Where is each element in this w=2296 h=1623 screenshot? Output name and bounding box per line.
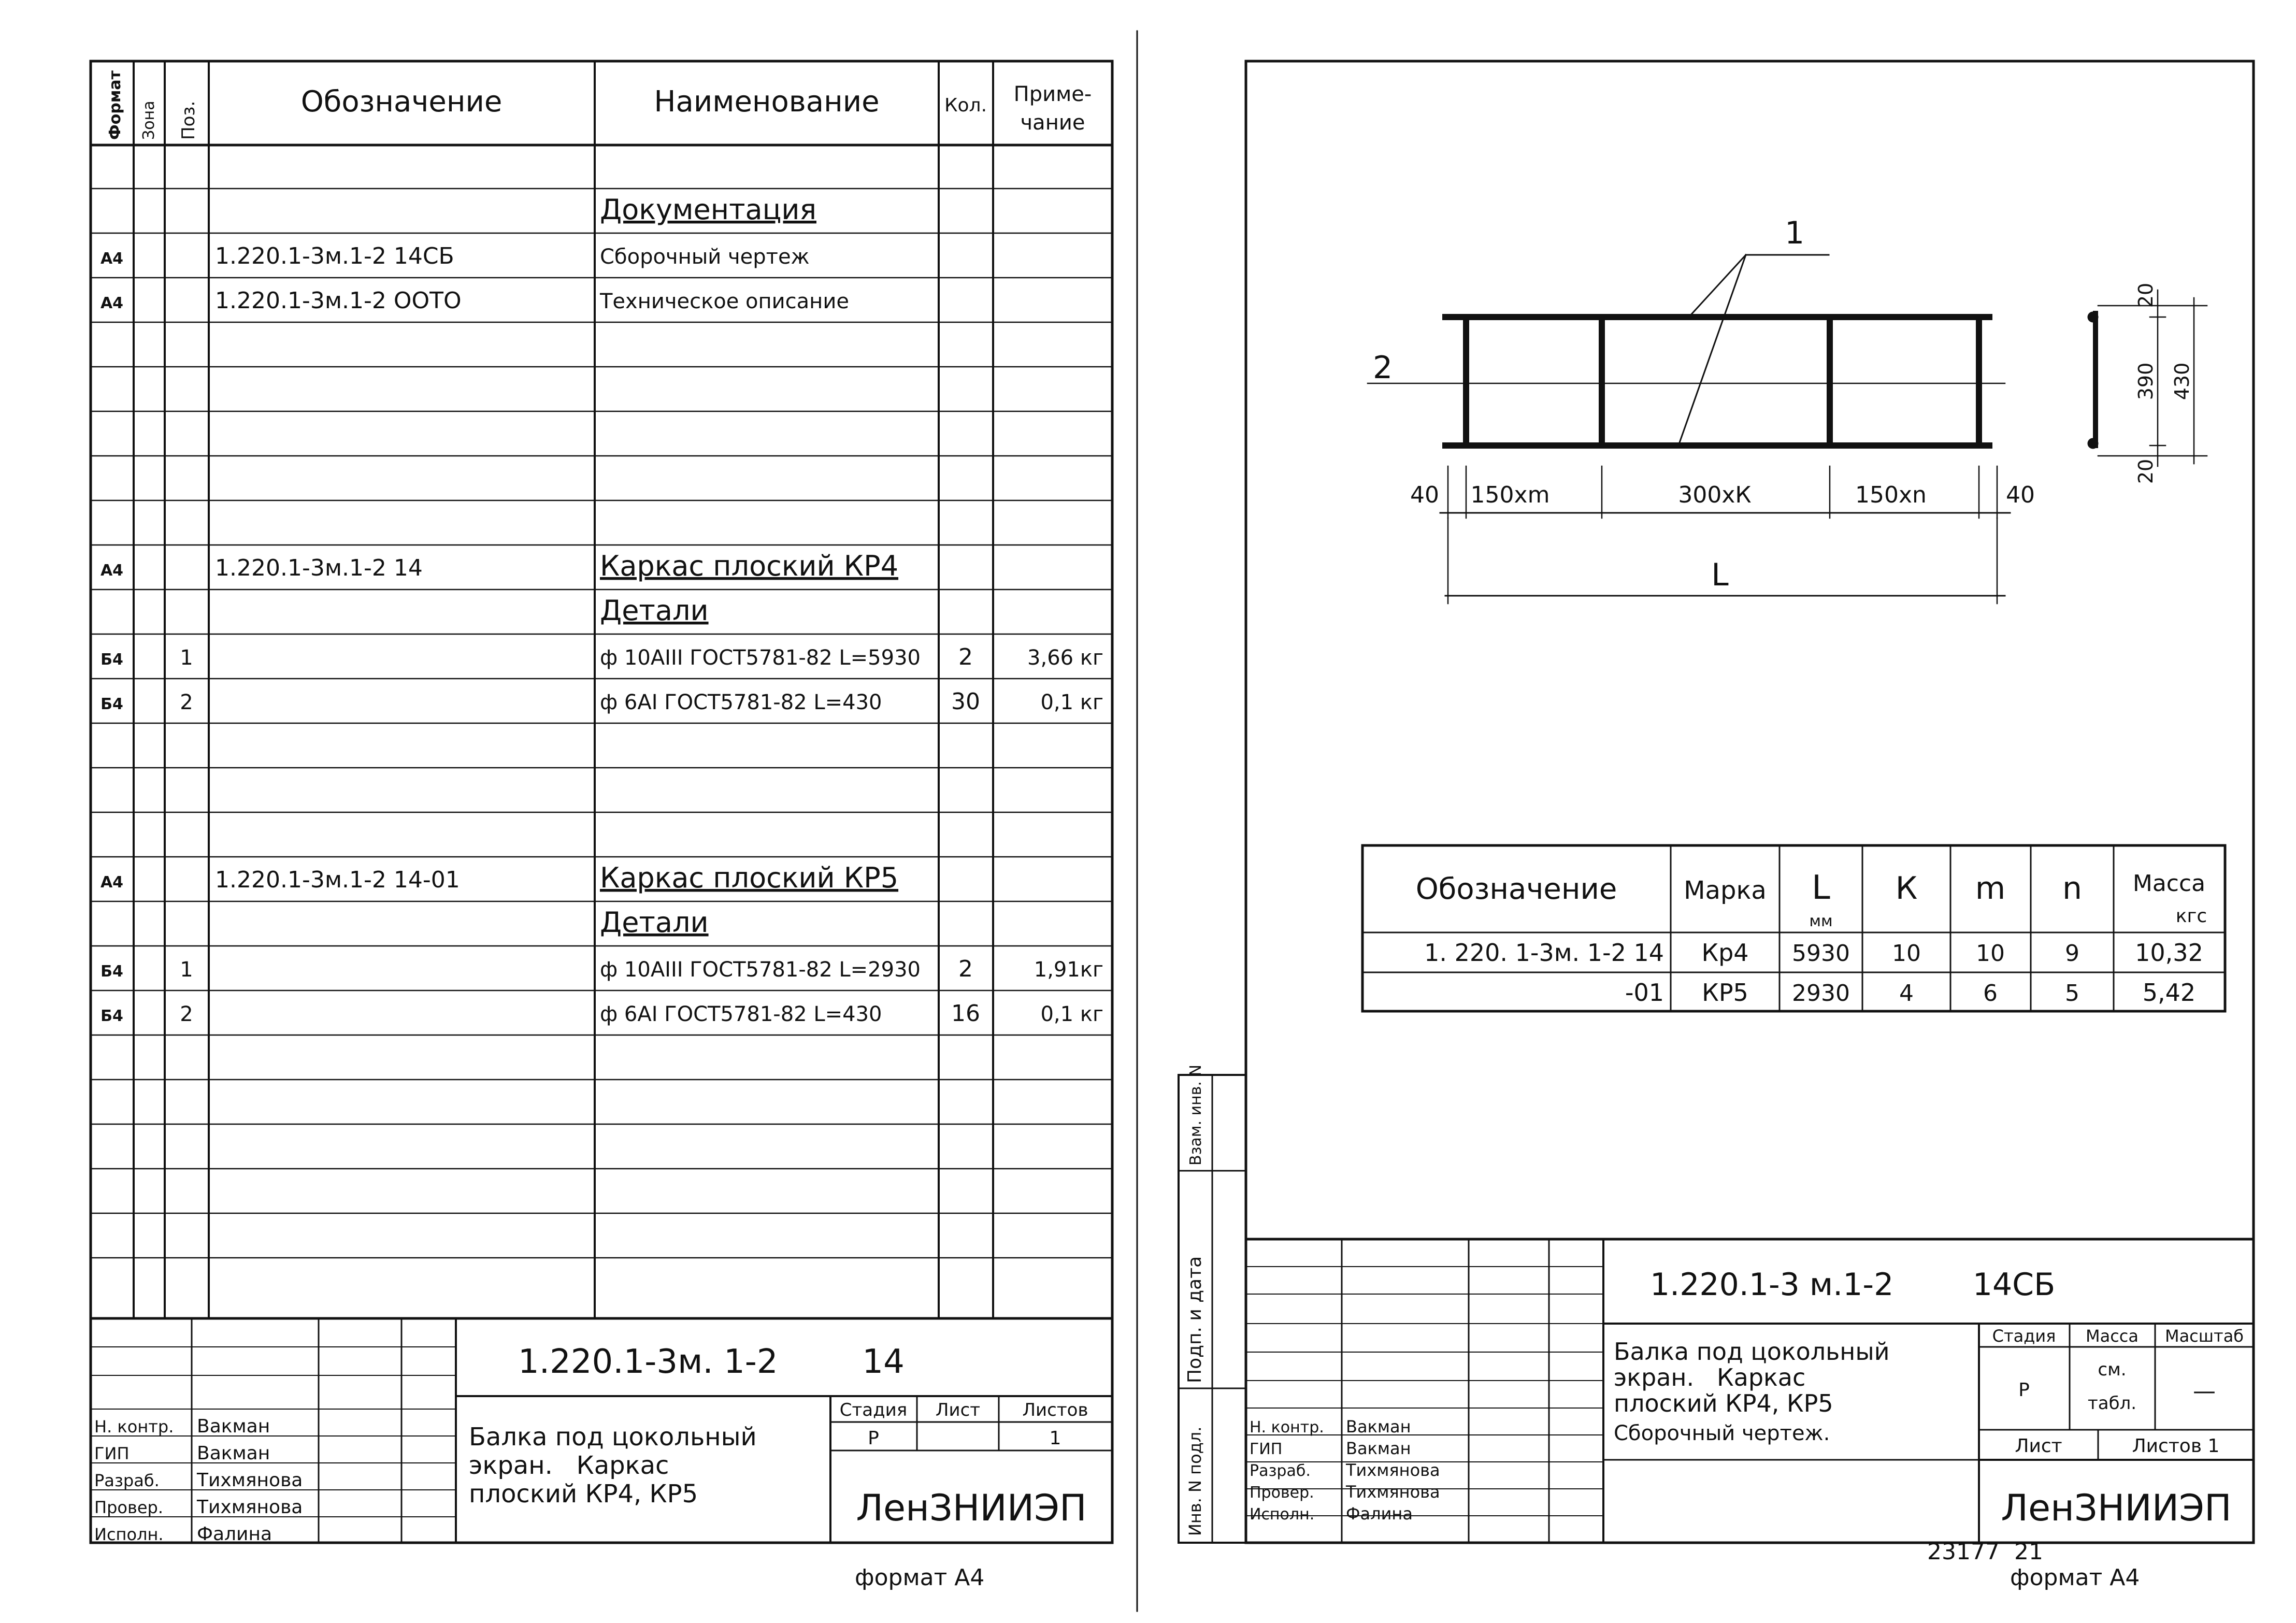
mark-row-designation: 1. 220. 1-3м. 1-2 14: [1424, 939, 1664, 967]
signer-name: Фалина: [197, 1524, 272, 1545]
right-drawing-sheet: [1179, 61, 2254, 1543]
row-pos: 2: [180, 691, 193, 714]
rt-title-line-1: Балка под цокольный: [1614, 1338, 1890, 1366]
dim-40-right: 40: [2006, 482, 2035, 508]
spec-row-lines: [91, 189, 1112, 1258]
right-frame: [1246, 61, 2254, 1543]
side-stamp-inv-no: Инв. N подл.: [1185, 1426, 1205, 1536]
left-signatures: [94, 1416, 303, 1545]
row-pos: 1: [180, 958, 193, 982]
signer-role: Н. контр.: [94, 1417, 174, 1437]
signer-role: Провер.: [94, 1498, 163, 1517]
rt-scale-value: —: [2193, 1378, 2216, 1404]
row-designation: 1.220.1-3м.1-2 14: [215, 555, 423, 581]
rt-stage-label: Стадия: [1992, 1326, 2056, 1346]
right-signatures: [1250, 1417, 1440, 1524]
side-stamp-replaced-inv: Взам. инв. N: [1187, 1065, 1205, 1166]
header-note-1: Приме-: [1013, 82, 1092, 106]
row-name: Детали: [600, 906, 709, 939]
rt-scale-label: Масштаб: [2164, 1326, 2244, 1346]
row-name: Детали: [600, 594, 709, 627]
signer-name: Фалина: [1346, 1504, 1413, 1524]
row-designation: 1.220.1-3м.1-2 ООТО: [215, 288, 462, 314]
table-header-m: m: [1975, 870, 2006, 907]
inventory-number: 23177 21: [1927, 1539, 2043, 1565]
table-header-L-unit: мм: [1809, 912, 1833, 930]
mark-row-designation: -01: [1625, 979, 1664, 1007]
dim-40-left: 40: [1410, 482, 1439, 508]
row-format: А4: [100, 873, 124, 892]
dim-390: 390: [2134, 362, 2157, 400]
signer-role: ГИП: [1250, 1440, 1283, 1458]
row-qty: 2: [958, 644, 973, 670]
row-name: ф 10АIII ГОСТ5781-82 L=5930: [600, 646, 921, 670]
rt-title-line-2: экран. Каркас: [1614, 1363, 1806, 1391]
rt-mass-label: Масса: [2085, 1326, 2139, 1346]
dim-150n: 150хn: [1855, 482, 1927, 508]
signer-name: Вакман: [197, 1443, 270, 1464]
title-line-1: Балка под цокольный: [469, 1423, 757, 1452]
row-name: ф 6АI ГОСТ5781-82 L=430: [600, 691, 882, 714]
header-pos: Поз.: [178, 100, 199, 140]
mark-row-mass: 5,42: [2142, 979, 2196, 1007]
signer-role: Н. контр.: [1250, 1418, 1324, 1437]
row-format: А4: [100, 250, 124, 268]
row-format: Б4: [101, 651, 123, 669]
left-spec-sheet: [91, 61, 1112, 1543]
frame-elevation: [1368, 255, 2010, 604]
mark-row-L: 5930: [1792, 940, 1850, 967]
mark-row-n: 5: [2065, 980, 2079, 1007]
title-line-3: плоский КР4, КР5: [469, 1480, 698, 1509]
sheets-label: Листов: [1022, 1400, 1088, 1420]
rt-org-name: ЛенЗНИИЭП: [2001, 1487, 2232, 1529]
row-format: А4: [100, 294, 124, 312]
row-note: 0,1 кг: [1040, 1002, 1103, 1026]
row-pos: 2: [180, 1002, 193, 1026]
header-designation: Обозначение: [300, 85, 503, 119]
mark-row-k: 10: [1892, 940, 1921, 967]
stage-value: Р: [868, 1428, 879, 1449]
row-name: Каркас плоский КР4: [600, 550, 899, 582]
signer-name: Тихмянова: [1346, 1460, 1440, 1480]
row-note: 0,1 кг: [1040, 691, 1103, 714]
header-note-2: чание: [1020, 111, 1085, 135]
row-format: Б4: [101, 1007, 123, 1025]
mark-row-n: 9: [2065, 940, 2079, 967]
signer-role: Исполн.: [1250, 1505, 1315, 1524]
row-name: Каркас плоский КР5: [600, 861, 899, 894]
row-name: Документация: [600, 193, 816, 226]
org-name: ЛенЗНИИЭП: [856, 1487, 1087, 1529]
signer-role: ГИП: [94, 1444, 130, 1463]
table-header-k: К: [1895, 870, 1918, 907]
row-name: Сборочный чертеж: [600, 245, 810, 269]
sheet-label: Лист: [935, 1400, 981, 1420]
header-format: Формат: [106, 70, 124, 140]
left-frame: [91, 61, 1112, 1543]
row-note: 1,91кг: [1034, 958, 1103, 982]
row-designation: 1.220.1-3м.1-2 14-01: [215, 867, 460, 893]
signer-name: Вакман: [1346, 1417, 1411, 1437]
mark-row-mass: 10,32: [2135, 939, 2203, 967]
table-header-n: n: [2062, 870, 2083, 907]
signer-role: Провер.: [1250, 1484, 1314, 1502]
row-qty: 16: [951, 1000, 980, 1027]
header-zone: Зона: [140, 100, 158, 140]
mark-row-mark: Кр4: [1701, 939, 1749, 967]
mark-row-m: 10: [1976, 940, 2005, 967]
row-name: ф 6АI ГОСТ5781-82 L=430: [600, 1002, 882, 1026]
leader-2-label: 2: [1373, 350, 1393, 386]
row-designation: 1.220.1-3м.1-2 14СБ: [215, 243, 454, 269]
row-note: 3,66 кг: [1027, 646, 1103, 670]
side-stamp-sign-date: Подп. и дата: [1184, 1256, 1206, 1383]
left-spec-text: [94, 70, 1103, 1591]
signer-name: Тихмянова: [1346, 1482, 1440, 1502]
dim-20-top: 20: [2134, 282, 2157, 308]
leader-1-label: 1: [1785, 215, 1805, 251]
rt-title-line-4: Сборочный чертеж.: [1614, 1421, 1830, 1445]
row-name: ф 10АIII ГОСТ5781-82 L=2930: [600, 958, 921, 982]
rt-sheet-label: Лист: [2015, 1435, 2062, 1457]
dim-430: 430: [2171, 362, 2193, 400]
doc-number: 1.220.1-3м. 1-2 14: [518, 1343, 905, 1381]
doc-number-sb: 1.220.1-3 м.1-2 14СБ: [1650, 1267, 2056, 1303]
header-name: Наименование: [654, 85, 880, 119]
mark-row-k: 4: [1899, 980, 1914, 1007]
sheets-value: 1: [1049, 1428, 1061, 1449]
signer-role: Разраб.: [94, 1471, 160, 1490]
mark-row-L: 2930: [1792, 980, 1850, 1007]
stage-label: Стадия: [839, 1400, 908, 1420]
right-drawing-text: [1184, 215, 2244, 1591]
table-header-mass: Масса: [2132, 870, 2206, 897]
mark-row-m: 6: [1983, 980, 1998, 1007]
table-header-mark: Марка: [1684, 876, 1767, 905]
dim-20-bottom: 20: [2134, 458, 2157, 484]
signer-name: Вакман: [1346, 1439, 1411, 1458]
row-qty: 2: [958, 956, 973, 982]
row-pos: 1: [180, 646, 193, 670]
header-qty: Кол.: [944, 95, 987, 116]
title-line-2: экран. Каркас: [469, 1451, 669, 1480]
signer-name: Тихмянова: [197, 1497, 303, 1518]
dim-300k: 300хК: [1678, 482, 1752, 508]
rt-stage-value: Р: [2018, 1380, 2030, 1401]
dim-150m: 150хm: [1470, 482, 1550, 508]
table-header-L: L: [1812, 869, 1830, 907]
rt-mass-value-1: см.: [2098, 1359, 2127, 1380]
rt-title-line-3: плоский КР4, КР5: [1614, 1389, 1833, 1417]
signer-name: Вакман: [197, 1416, 270, 1437]
rt-mass-value-2: табл.: [2087, 1393, 2137, 1414]
table-header-designation: Обозначение: [1415, 872, 1617, 906]
row-format: Б4: [101, 963, 123, 981]
row-qty: 30: [951, 688, 980, 715]
dim-L: L: [1711, 557, 1729, 593]
signer-role: Исполн.: [94, 1525, 164, 1544]
format-note: формат А4: [855, 1564, 985, 1591]
row-name: Техническое описание: [600, 290, 849, 313]
rt-sheets-label: Листов 1: [2132, 1435, 2220, 1457]
row-format: А4: [100, 562, 124, 580]
signer-name: Тихмянова: [197, 1470, 303, 1491]
format-note-right: формат А4: [2010, 1564, 2140, 1591]
table-header-mass-unit: кгс: [2175, 906, 2207, 927]
mark-row-mark: КР5: [1702, 979, 1748, 1007]
row-format: Б4: [101, 695, 123, 713]
signer-role: Разраб.: [1250, 1462, 1311, 1480]
